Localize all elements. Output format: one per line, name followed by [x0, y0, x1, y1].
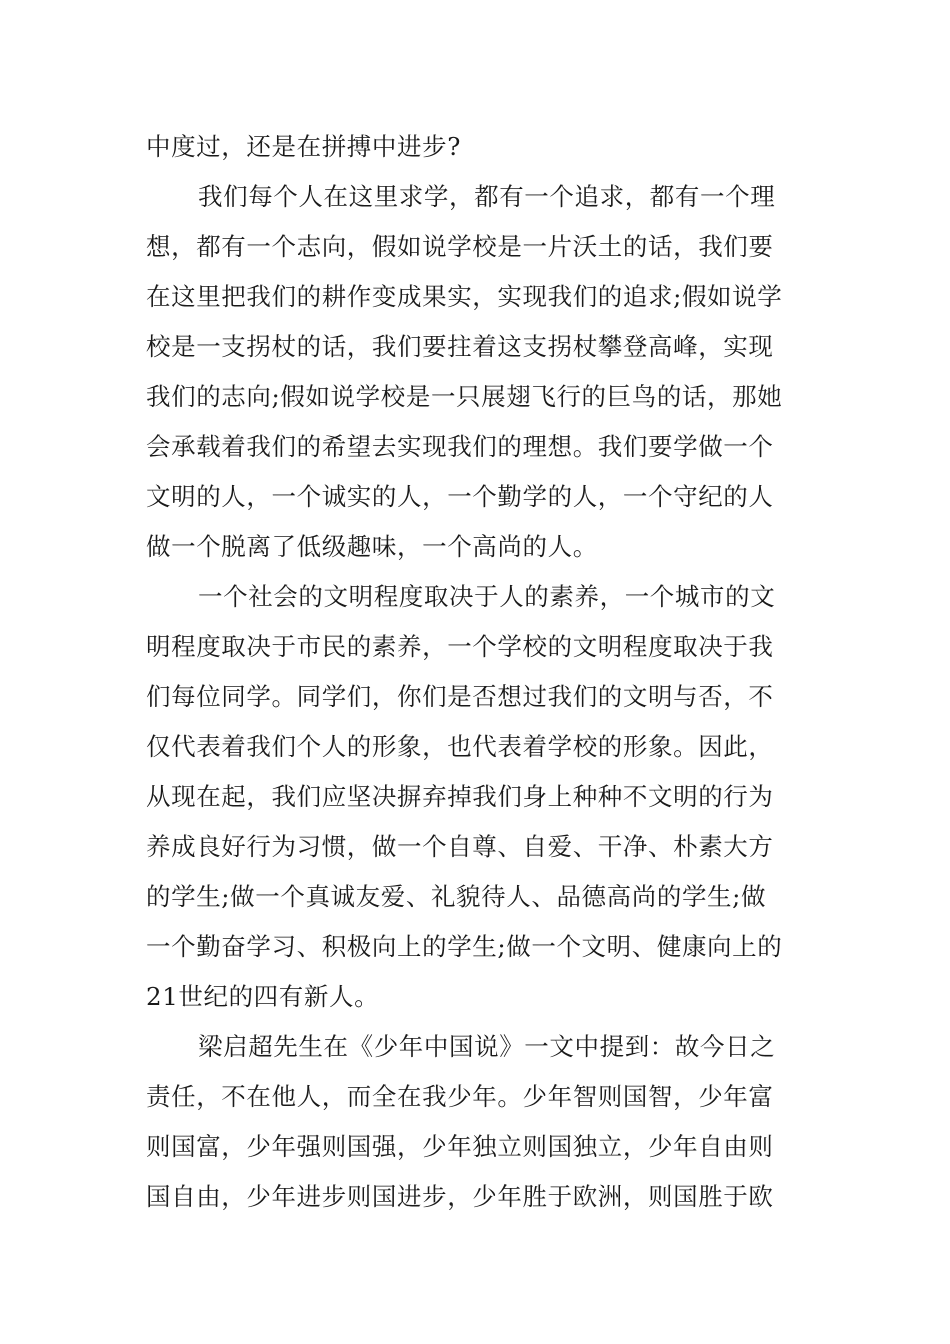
text-line: 仅代表着我们个人的形象，也代表着学校的形象。因此，: [146, 732, 774, 761]
text-line: 做一个脱离了低级趣味，一个高尚的人。: [146, 532, 598, 561]
text-line: 想，都有一个志向，假如说学校是一片沃土的话，我们要: [146, 232, 774, 261]
text-line: 梁启超先生在《少年中国说》一文中提到：故今日之: [198, 1032, 776, 1061]
document-body: [146, 122, 810, 1222]
text-line: 中度过，还是在拼搏中进步?: [146, 132, 461, 161]
text-line: 文明的人，一个诚实的人，一个勤学的人，一个守纪的人: [146, 482, 774, 511]
text-line: 明程度取决于市民的素养，一个学校的文明程度取决于我: [146, 632, 774, 661]
paragraph: [146, 172, 810, 572]
text-line: 的学生;做一个真诚友爱、礼貌待人、品德高尚的学生;做: [146, 882, 767, 911]
paragraph: [146, 572, 810, 1022]
text-line: 校是一支拐杖的话，我们要拄着这支拐杖攀登高峰，实现: [146, 332, 774, 361]
text-line: 从现在起，我们应坚决摒弃掉我们身上种种不文明的行为: [146, 782, 774, 811]
text-line: 我们每个人在这里求学，都有一个追求，都有一个理: [198, 182, 776, 211]
text-line: 一个社会的文明程度取决于人的素养，一个城市的文: [198, 582, 776, 611]
text-line: 会承载着我们的希望去实现我们的理想。我们要学做一个: [146, 432, 774, 461]
text-line: 责任，不在他人，而全在我少年。少年智则国智，少年富: [146, 1082, 774, 1111]
text-line: 养成良好行为习惯，做一个自尊、自爱、干净、朴素大方: [146, 832, 774, 861]
paragraph: [146, 122, 810, 172]
text-line: 21世纪的四有新人。: [146, 982, 380, 1011]
text-line: 国自由，少年进步则国进步，少年胜于欧洲，则国胜于欧: [146, 1182, 774, 1211]
text-line: 我们的志向;假如说学校是一只展翅飞行的巨鸟的话，那她: [146, 382, 783, 411]
text-line: 一个勤奋学习、积极向上的学生;做一个文明、健康向上的: [146, 932, 783, 961]
text-line: 们每位同学。同学们，你们是否想过我们的文明与否，不: [146, 682, 774, 711]
text-line: 在这里把我们的耕作变成果实，实现我们的追求;假如说学: [146, 282, 783, 311]
text-line: 则国富，少年强则国强，少年独立则国独立，少年自由则: [146, 1132, 774, 1161]
paragraph: [146, 1022, 810, 1222]
